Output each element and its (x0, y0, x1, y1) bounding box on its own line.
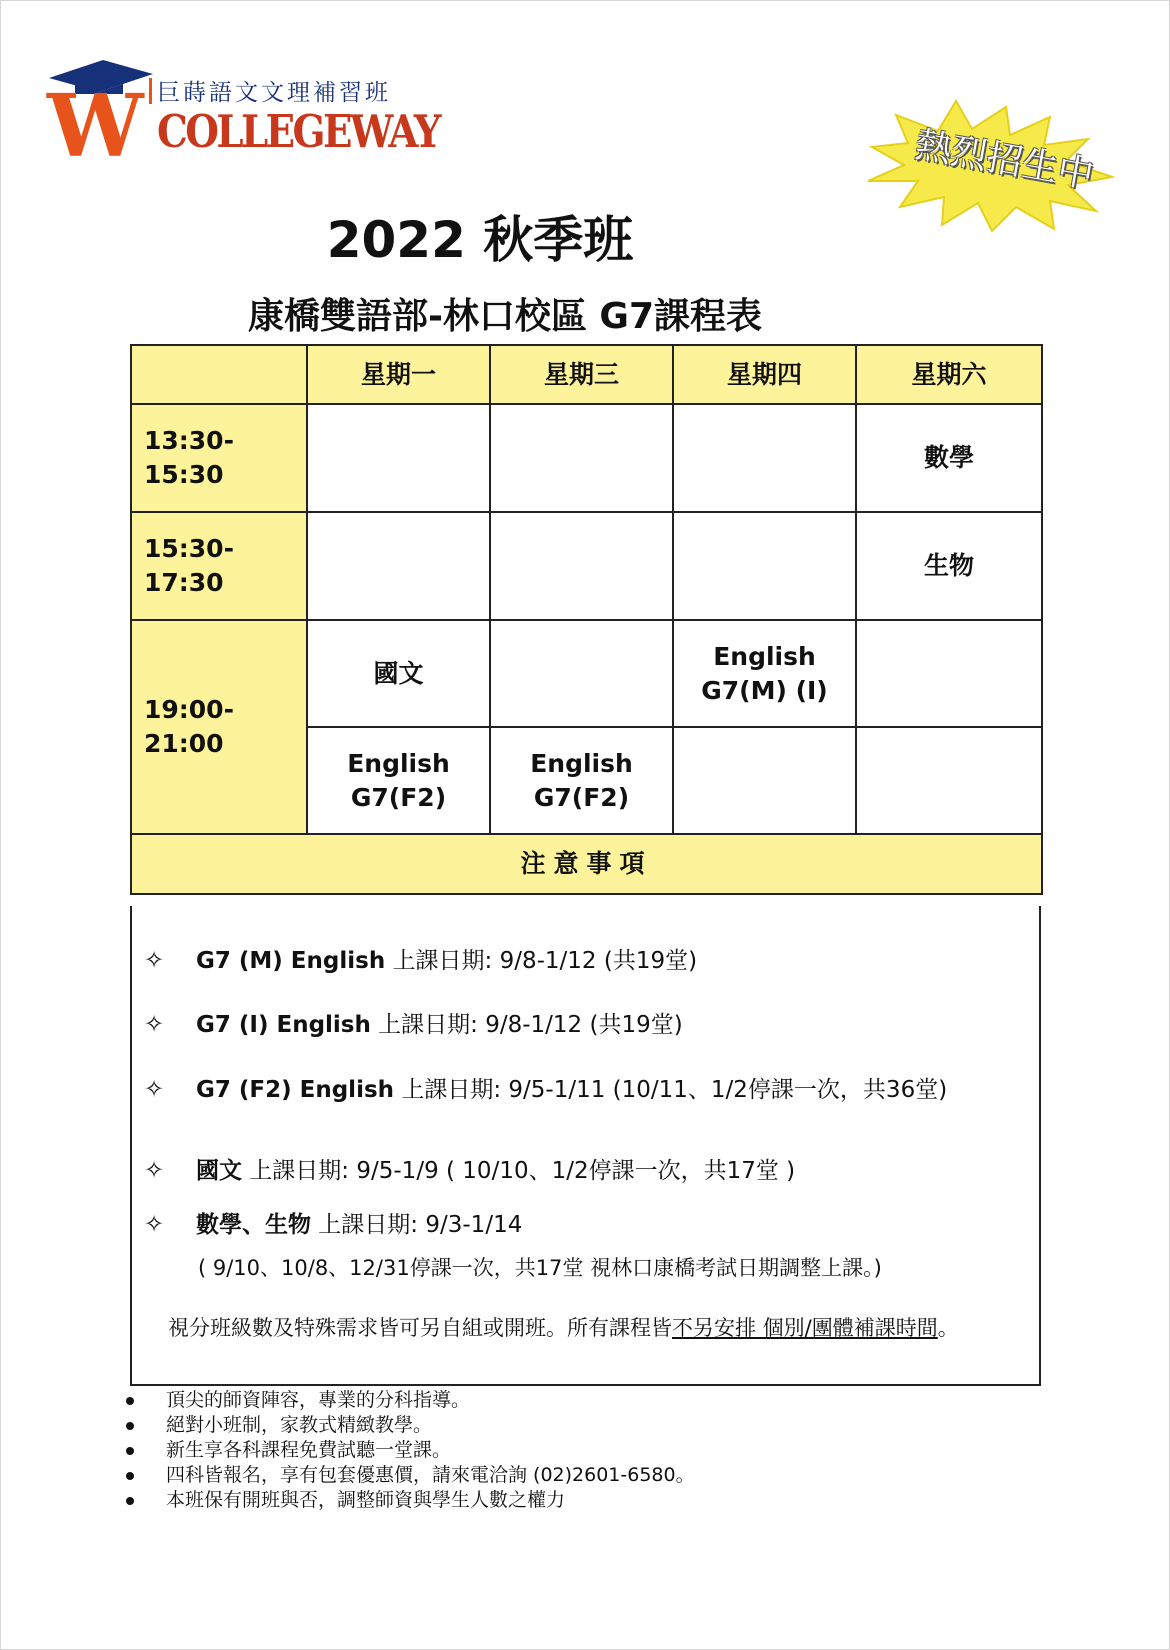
schedule-cell (307, 404, 490, 512)
schedule-cell (673, 404, 856, 512)
note-text: 上課日期: 9/5-1/11 (10/11、1/2停課一次，共36堂) (394, 1077, 948, 1103)
notes-box (130, 906, 1041, 1386)
table-header-row (131, 345, 1042, 404)
time-slot: 15:30-17:30 (131, 512, 307, 620)
note-text: 上課日期: 9/3-1/14 (311, 1212, 523, 1238)
schedule-cell (490, 512, 673, 620)
note-label: G7 (F2) English (196, 1077, 395, 1103)
table-row (131, 404, 1042, 512)
final-note (168, 1312, 959, 1342)
table-row (131, 512, 1042, 620)
note-item (144, 1152, 795, 1185)
schedule-cell (673, 512, 856, 620)
day-header: 星期一 (307, 345, 490, 404)
collegeway-logo (45, 60, 439, 177)
note-text: 上課日期: 9/5-1/9 ( 10/10、1/2停課一次，共17堂 ) (242, 1158, 796, 1184)
schedule-cell-chinese: 國文 (307, 620, 490, 727)
note-item (144, 942, 697, 975)
schedule-cell (490, 404, 673, 512)
day-header: 星期六 (856, 345, 1042, 404)
schedule-cell-biology: 生物 (856, 512, 1042, 620)
day-header: 星期三 (490, 345, 673, 404)
table-row (131, 620, 1042, 727)
list-item: 四科皆報名，享有包套優惠價，請來電洽詢 (02)2601-6580。 (122, 1463, 695, 1488)
schedule-cell (307, 512, 490, 620)
cell-line: English (347, 748, 450, 778)
note-item (144, 1006, 683, 1039)
recruiting-badge-text: 熱烈招生中 (912, 124, 1097, 197)
schedule-cell-english-f2 (307, 727, 490, 834)
note-label: 國文 (196, 1158, 242, 1184)
schedule-cell (673, 727, 856, 834)
note-label: 數學、生物 (196, 1212, 311, 1238)
cell-line: G7(F2) (350, 782, 447, 812)
day-header: 星期四 (673, 345, 856, 404)
cell-line: English (713, 641, 816, 671)
notice-header: 注意事項 (131, 834, 1042, 894)
schedule-cell (856, 727, 1042, 834)
cell-line: G7(F2) (533, 782, 630, 812)
page-title: 2022 秋季班 (326, 211, 634, 269)
four-point-star-icon: ✧ (144, 1210, 165, 1238)
cell-line: G7(M) (I) (701, 675, 828, 705)
cell-line: English (530, 748, 633, 778)
logo-w-letter: W (47, 76, 140, 177)
time-slot: 13:30-15:30 (131, 404, 307, 512)
schedule-cell-english-f2 (490, 727, 673, 834)
list-item: 新生享各科課程免費試聽一堂課。 (122, 1438, 695, 1463)
four-point-star-icon: ✧ (144, 1075, 165, 1103)
time-slot: 19:00-21:00 (131, 620, 307, 834)
schedule-cell (490, 620, 673, 727)
four-point-star-icon: ✧ (144, 1010, 165, 1038)
note-item (144, 1206, 522, 1239)
notice-header-row (131, 834, 1042, 894)
list-item: 頂尖的師資陣容，專業的分科指導。 (122, 1388, 695, 1413)
final-note-prefix: 視分班級數及特殊需求皆可另自組或開班。所有課程皆 (168, 1316, 672, 1340)
note-sub-text: ( 9/10、10/8、12/31停課一次，共17堂 視林口康橋考試日期調整上課。) (198, 1256, 882, 1280)
list-item: 本班保有開班與否，調整師資與學生人數之權力 (122, 1488, 695, 1513)
note-label: G7 (M) English (196, 948, 386, 974)
header-corner-cell (131, 345, 307, 404)
list-item: 絕對小班制，家教式精緻教學。 (122, 1413, 695, 1438)
schedule-cell-english-m-i (673, 620, 856, 727)
schedule-table (130, 344, 1043, 895)
logo-english-name: COLLEGEWAY (157, 105, 439, 158)
benefit-list (122, 1388, 695, 1513)
page-subtitle: 康橋雙語部-林口校區 G7課程表 (247, 296, 763, 337)
four-point-star-icon: ✧ (144, 1156, 165, 1184)
logo-chinese-name: 巨蒔語文文理補習班 (157, 80, 391, 106)
note-text: 上課日期: 9/8-1/12 (共19堂) (370, 1012, 683, 1038)
final-note-underlined: 不另安排 個別/團體補課時間 (672, 1316, 938, 1340)
note-label: G7 (I) English (196, 1012, 371, 1038)
note-item (144, 1071, 947, 1104)
final-note-suffix: 。 (937, 1316, 959, 1340)
schedule-cell-math: 數學 (856, 404, 1042, 512)
four-point-star-icon: ✧ (144, 946, 165, 974)
logo-divider (149, 78, 152, 104)
note-text: 上課日期: 9/8-1/12 (共19堂) (385, 948, 698, 974)
schedule-cell (856, 620, 1042, 727)
